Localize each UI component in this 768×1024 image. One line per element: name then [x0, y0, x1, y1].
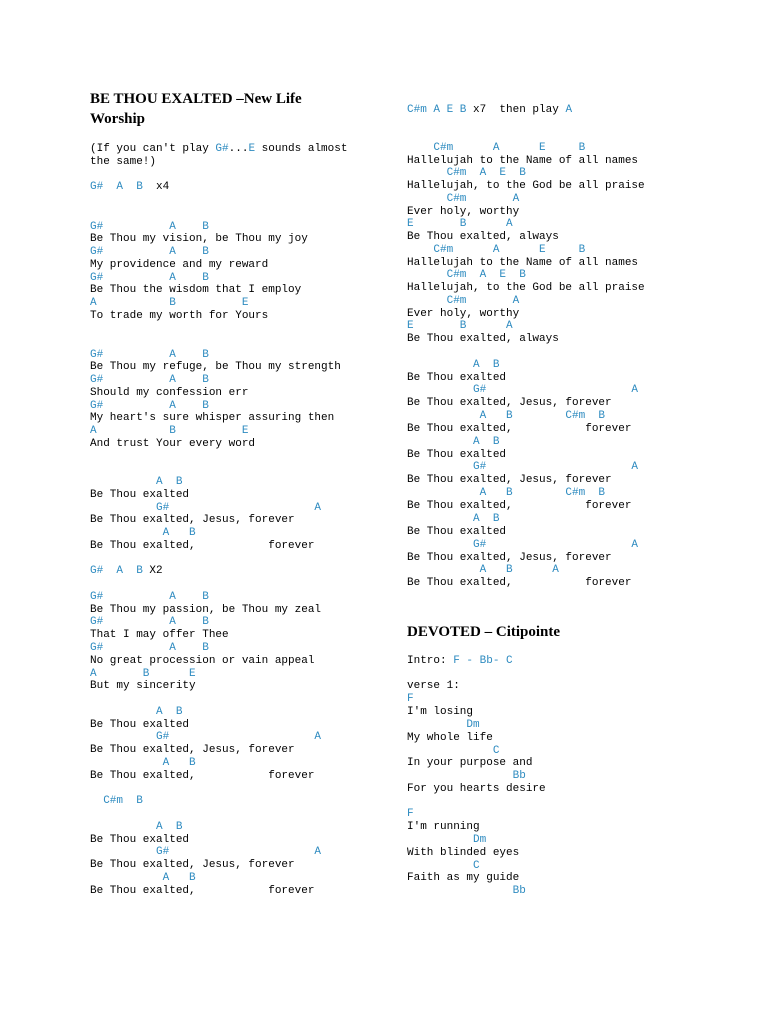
chord-line: Dm [407, 719, 480, 731]
lyric-line: Be Thou exalted [90, 719, 190, 731]
lyric-line: That I may offer Thee [90, 629, 229, 641]
chord-line: A B [407, 436, 500, 448]
chord-line: A B [90, 821, 183, 833]
chord-line: G# A B [90, 616, 209, 628]
chord-line: C#m A [407, 295, 520, 307]
chord-line: E B A [407, 218, 513, 230]
bridge-intro [407, 104, 572, 117]
chord-line: F [407, 808, 414, 820]
lyric-line: Be Thou exalted, forever [407, 577, 632, 589]
lyric-line: In your purpose and [407, 757, 533, 769]
chord-line: G# A [90, 846, 322, 858]
chord-line: G# A B [90, 400, 209, 412]
lyric-line: Be Thou my refuge, be Thou my strength [90, 361, 341, 373]
bridge-intro-chords: C#m A E B [407, 104, 467, 116]
lyric-line: Be Thou exalted, Jesus, forever [90, 859, 295, 871]
chord-line: C#m A E B [407, 269, 526, 281]
lyric-line: Be Thou exalted, forever [90, 770, 315, 782]
chord-line: A B [90, 872, 196, 884]
chord-line: C#m A [407, 193, 520, 205]
chord-line: A B C#m B [407, 487, 606, 499]
lyric-line: Ever holy, worthy [407, 206, 520, 218]
lyric-line: Be Thou exalted, forever [407, 500, 632, 512]
intro-chords: G# A B [90, 181, 143, 193]
lyric-line: Be Thou exalted, forever [90, 540, 315, 552]
chord-line: G# A [407, 461, 639, 473]
chord-line: A B [90, 706, 183, 718]
chord-line: C#m A E B [407, 244, 586, 256]
note-text-mid: ... [228, 143, 249, 155]
lyric-line: Be Thou exalted [407, 449, 507, 461]
chord-line: A B E [90, 668, 196, 680]
song1-intro [90, 181, 169, 194]
note-chord-b: E [248, 143, 256, 155]
lyric-line: Be Thou exalted, forever [90, 885, 315, 897]
lyric-line: Be Thou exalted [407, 526, 507, 538]
song2-intro [407, 655, 513, 668]
chord-line: G# A B [90, 591, 209, 603]
lyric-line: Be Thou exalted [407, 372, 507, 384]
chord-line: Bb [407, 770, 526, 782]
chord-line: G# A B [90, 642, 209, 654]
lyric-line: Should my confession err [90, 387, 249, 399]
lyric-line: Be Thou exalted, Jesus, forever [407, 474, 612, 486]
lyric-line: To trade my worth for Yours [90, 310, 269, 322]
chord-line: A B [90, 527, 196, 539]
lyric-line: Hallelujah to the Name of all names [407, 257, 639, 269]
song2-verse-label: verse 1: [407, 680, 460, 692]
lyric-line: For you hearts desire [407, 783, 546, 795]
lyric-line: Be Thou the wisdom that I employ [90, 284, 302, 296]
lyric-line: Be Thou exalted, forever [407, 423, 632, 435]
chord-line: A B [407, 359, 500, 371]
chord-line: G# A [90, 731, 322, 743]
chord-line: G# A B [90, 374, 209, 386]
chord-line: A B A [407, 564, 559, 576]
lyric-line: Ever holy, worthy [407, 308, 520, 320]
chord-line: A B E [90, 425, 249, 437]
chord-line: G# A [90, 502, 322, 514]
lyric-line: And trust Your every word [90, 438, 256, 450]
chord-line: C#m A E B [407, 142, 586, 154]
lyric-line: Be Thou exalted [90, 489, 190, 501]
chord-line: A B [90, 757, 196, 769]
lyric-line: But my sincerity [90, 680, 196, 692]
lyric-line: I'm running [407, 821, 480, 833]
turnaround-reps: X2 [149, 565, 163, 577]
lyric-line: Hallelujah, to the God be all praise [407, 180, 645, 192]
bridge-intro-text: x7 then play [466, 104, 566, 116]
chord-line: C [407, 745, 500, 757]
note-chord-a: G# [215, 143, 229, 155]
chord-line: F [407, 693, 414, 705]
chord-line: C [407, 860, 480, 872]
intro-label: Intro: [407, 655, 454, 667]
lyric-line: Hallelujah, to the God be all praise [407, 282, 645, 294]
song1-note-line2: the same!) [90, 156, 157, 168]
lyric-line: Be Thou exalted, Jesus, forever [90, 744, 295, 756]
chord-line: G# A [407, 384, 639, 396]
turnaround-chords: G# A B [90, 565, 143, 577]
note-text-post: sounds almost [255, 143, 348, 155]
chord-line: G# A B [90, 246, 209, 258]
lyric-line: Hallelujah to the Name of all names [407, 155, 639, 167]
lyric-line: Be Thou exalted [90, 834, 190, 846]
chord-line: G# A B [90, 272, 209, 284]
lyric-line: Be Thou my vision, be Thou my joy [90, 233, 308, 245]
bridge-intro-end-chord: A [565, 104, 573, 116]
lyric-line: Be Thou exalted, always [407, 231, 559, 243]
chord-line: A B E [90, 297, 249, 309]
song1-turnaround2: C#m B [90, 795, 143, 807]
lyric-line: My providence and my reward [90, 259, 269, 271]
chord-line: E B A [407, 320, 513, 332]
lyric-line: Be Thou exalted, always [407, 333, 559, 345]
lyric-line: With blinded eyes [407, 847, 520, 859]
chord-line: A B [407, 513, 500, 525]
song1-note-line1 [90, 143, 347, 156]
lyric-line: My whole life [407, 732, 493, 744]
chord-line: G# A [407, 539, 639, 551]
intro-chords: F - Bb- C [453, 655, 513, 667]
lyric-line: Faith as my guide [407, 872, 520, 884]
lyric-line: My heart's sure whisper assuring then [90, 412, 335, 424]
song1-turnaround1 [90, 565, 163, 578]
note-text-pre: (If you can't play [90, 143, 216, 155]
lyric-line: Be Thou exalted, Jesus, forever [407, 552, 612, 564]
chord-line: A B C#m B [407, 410, 606, 422]
lyric-line: Be Thou my passion, be Thou my zeal [90, 604, 322, 616]
chord-line: Bb [407, 885, 526, 897]
lyric-line: Be Thou exalted, Jesus, forever [90, 514, 295, 526]
chord-line: C#m A E B [407, 167, 526, 179]
song1-title: BE THOU EXALTED –New Life Worship [90, 91, 302, 127]
lyric-line: Be Thou exalted, Jesus, forever [407, 397, 612, 409]
lyric-line: No great procession or vain appeal [90, 655, 315, 667]
song2-title: DEVOTED – Citipointe [407, 624, 561, 640]
chord-line: Dm [407, 834, 487, 846]
chord-line: G# A B [90, 221, 209, 233]
intro-reps: x4 [156, 181, 170, 193]
chord-line: A B [90, 476, 183, 488]
lyric-line: I'm losing [407, 706, 474, 718]
chord-line: G# A B [90, 349, 209, 361]
